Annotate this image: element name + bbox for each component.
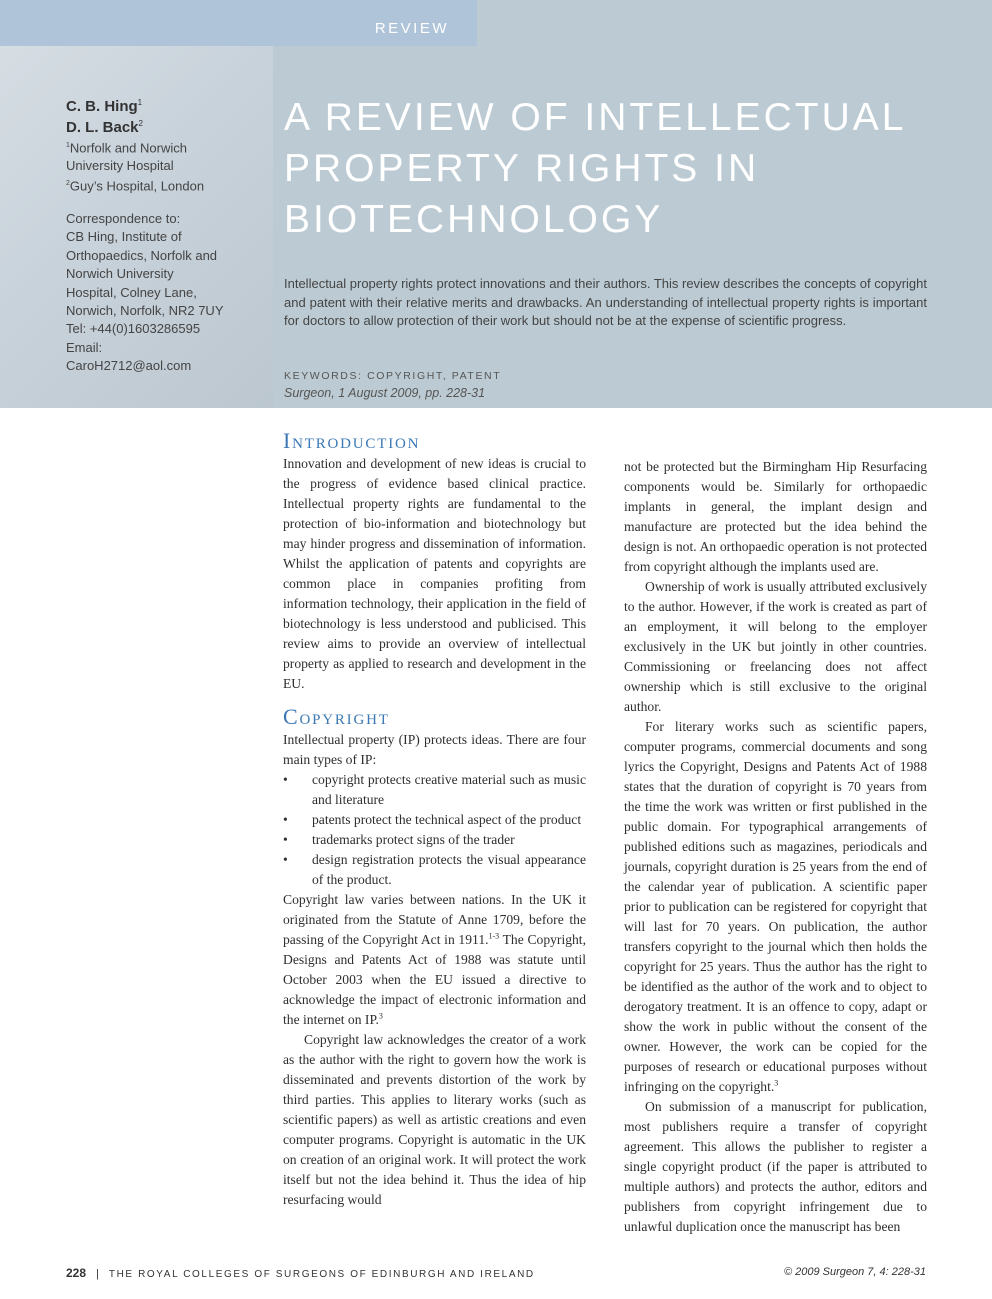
body-column-left <box>283 428 586 1210</box>
body-column-right <box>624 457 927 1237</box>
paragraph: Ownership of work is usually attributed exclusively to the author. However, if the work is created as part of an employment, it will belong to the employer exclusively in the UK but jointly in other countries. Commissioning or freelancing does not affect ownership which is still exclusive to the original author. <box>624 579 927 714</box>
article-title: A REVIEW OF INTELLECTUAL PROPERTY RIGHTS IN BIOTECHNOLOGY <box>284 96 906 241</box>
correspondence-label: Correspondence to: <box>66 211 181 226</box>
keywords: KEYWORDS: COPYRIGHT, PATENT <box>284 370 502 382</box>
list-item: • trademarks protect signs of the trader <box>283 830 586 850</box>
correspondence-email[interactable]: CaroH2712@aol.com <box>66 358 192 374</box>
author: C. B. Hing$^1$ <box>66 98 143 115</box>
correspondence-line: Hospital, Colney Lane, <box>66 284 197 300</box>
paragraph: Innovation and development of new ideas is crucial to the progress of evidence based clinical practice. Intellectual property rights are fundamental to the protection of bio-information and biotechnology but may hinder progress and dissemination of information. Whilst the application of patents and copyrights are common place in companies profiting from information technology, their application in the field of biotechnology is less understood and publicised. This review aims to provide an overview of intellectual property as applied to research and development in the EU. <box>283 456 586 691</box>
paragraph: Copyright law varies between nations. In the UK it originated from the Statute of Anne 1709, before the passing of the Copyright Act in 1911.$^{1-3}$ The Copyright, Designs and Patents Act of 1988 was statute until October 2003 when the EU issued a directive to acknowledge the impact of electronic information and the internet on IP.$^3$ <box>283 892 586 1027</box>
abstract: Intellectual property rights protect innovations and their authors. This review describes the concepts of copyright and patent with their relative merits and drawbacks. An understanding of intellectual property rights is important for doctors to allow protection of their work but should not be at the expense of scientific progress. <box>284 276 927 328</box>
correspondence-line: Email: <box>66 339 103 355</box>
section-heading-introduction: Introduction <box>283 428 421 453</box>
paragraph: Intellectual property (IP) protects ideas. There are four main types of IP: <box>283 732 586 767</box>
ip-types-list <box>283 770 586 890</box>
paragraph: not be protected but the Birmingham Hip Resurfacing components would be. Similarly for orthopaedic implants in general, the implant design and manufacture are protected but the idea behind the design is not. An orthopaedic operation is not protected from copyright although the implants used are. <box>624 459 927 574</box>
correspondence-line: CB Hing, Institute of <box>66 229 182 245</box>
page-footer <box>66 1266 926 1280</box>
correspondence-phone: Tel: +44(0)1603286595 <box>66 321 201 337</box>
paragraph: Copyright law acknowledges the creator of a work as the author with the right to govern how the work is disseminated and prevents distortion of the work by third parties. This applies to literary works (such as scientific papers) as well as artistic creations and even computer programs. Copyright is automatic in the UK on creation of an original work. It will protect the work itself but not the idea behind it. Thus the idea of hip resurfacing would <box>283 1032 586 1207</box>
list-item: • patents protect the technical aspect of the product <box>283 810 586 830</box>
author: D. L. Back$^2$ <box>66 119 143 136</box>
correspondence <box>66 210 266 376</box>
paragraph: For literary works such as scientific papers, computer programs, commercial documents and song lyrics the Copyright, Designs and Patents Act of 1988 states that the duration of copyright is 70 years from the time the work was written or first published in the public domain. For typographical arrangements of published editions such as magazines, periodicals and journals, copyright duration is 25 years from the end of the calendar year of publication. A scientific paper prior to publication can be registered for copyright that will last for 70 years. On publication, the author transfers copyright to the journal which then holds the copyright for 25 years. Thus the author has the right to be identified as the author of the work and to object to derogatory treatment. It is an offence to copy, adapt or show the work in public without the consent of the owner. However, the work can be copied for the purposes of research or educational purposes without infringing on the copyright.$^3$ <box>624 719 927 1094</box>
affiliation-line: University Hospital <box>66 158 174 174</box>
section-tab <box>0 0 477 46</box>
affiliation-line: $^2$Guy’s Hospital, London <box>66 178 205 194</box>
reference-marker[interactable]: 3 <box>378 1011 383 1021</box>
section-tab-label: REVIEW <box>374 20 449 37</box>
list-item: • copyright protects creative material such as music and literature <box>283 770 586 810</box>
journal-name: THE ROYAL COLLEGES OF SURGEONS OF EDINBURGH AND IRELAND <box>108 1269 535 1280</box>
correspondence-line: Norwich University <box>66 266 174 282</box>
list-item: • design registration protects the visual appearance of the product. <box>283 850 586 890</box>
citation: Surgeon, 1 August 2009, pp. 228-31 <box>284 386 486 400</box>
author-list <box>66 94 143 136</box>
footer-separator: | <box>96 1268 99 1280</box>
affiliations <box>66 137 204 196</box>
reference-marker[interactable]: 3 <box>774 1078 779 1088</box>
affiliation-line: $^1$Norfolk and Norwich <box>66 140 187 156</box>
copyright-notice: © 2009 Surgeon 7, 4: 228-31 <box>783 1266 926 1278</box>
page-number: 228 <box>66 1266 87 1280</box>
section-heading-copyright: Copyright <box>283 704 390 729</box>
correspondence-line: Orthopaedics, Norfolk and <box>66 247 218 263</box>
correspondence-line: Norwich, Norfolk, NR2 7UY <box>66 303 224 319</box>
paragraph: On submission of a manuscript for publication, most publishers require a transfer of copyright agreement. This allows the publisher to register a single copyright product (if the paper is attributed to multiple authors) and protects the author, editors and publishers from copyright infringement due to unlawful duplication once the manuscript has been <box>624 1099 927 1234</box>
reference-marker[interactable]: 1-3 <box>488 931 500 941</box>
